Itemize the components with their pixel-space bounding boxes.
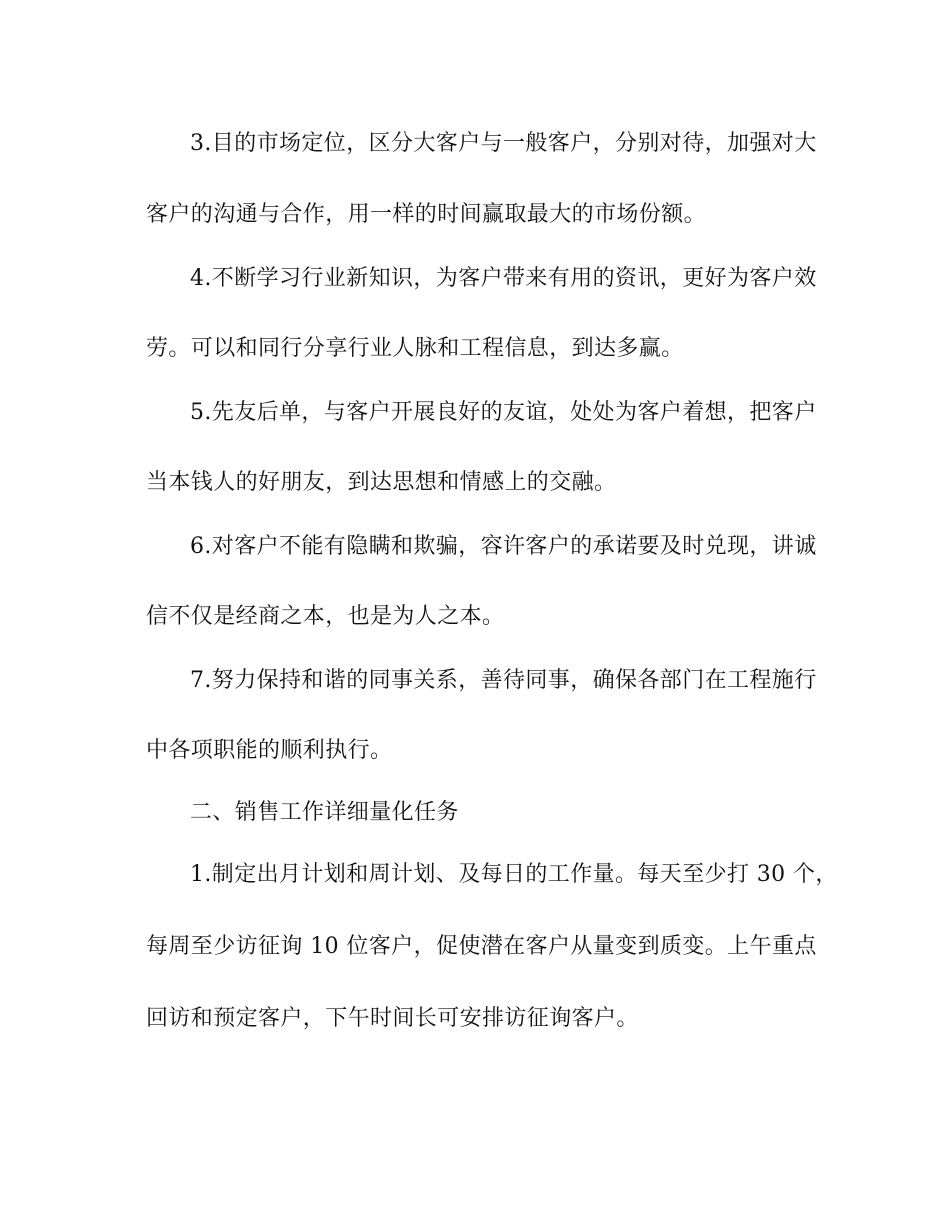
task-1-line-3: 回访和预定客户，下午时间长可安排访征询客户。	[146, 1006, 639, 1031]
paragraph-6-line-1: 6.对客户不能有隐瞒和欺骗，容许客户的承诺要及时兑现，讲诚	[190, 534, 817, 559]
task-1-line-1: 1.制定出月计划和周计划、及每日的工作量。每天至少打 30 个，	[190, 862, 838, 887]
section-heading: 二、销售工作详细量化任务	[190, 800, 459, 825]
paragraph-7-line-2: 中各项职能的顺利执行。	[146, 738, 393, 763]
paragraph-6-line-2: 信不仅是经商之本，也是为人之本。	[146, 604, 505, 629]
paragraph-4-line-1: 4.不断学习行业新知识，为客户带来有用的资讯，更好为客户效	[190, 266, 817, 291]
paragraph-3-line-2: 客户的沟通与合作，用一样的时间赢取最大的市场份额。	[146, 202, 707, 227]
paragraph-5-line-1: 5.先友后单，与客户开展良好的友谊，处处为客户着想，把客户	[190, 400, 817, 425]
task-1-line-2: 每周至少访征询 10 位客户，促使潜在客户从量变到质变。上午重点	[146, 934, 817, 959]
paragraph-4-line-2: 劳。可以和同行分享行业人脉和工程信息，到达多赢。	[146, 336, 684, 361]
paragraph-3-line-1: 3.目的市场定位，区分大客户与一般客户，分别对待，加强对大	[190, 131, 817, 156]
paragraph-7-line-1: 7.努力保持和谐的同事关系，善待同事，确保各部门在工程施行	[190, 668, 817, 693]
paragraph-5-line-2: 当本钱人的好朋友，到达思想和情感上的交融。	[146, 470, 617, 495]
